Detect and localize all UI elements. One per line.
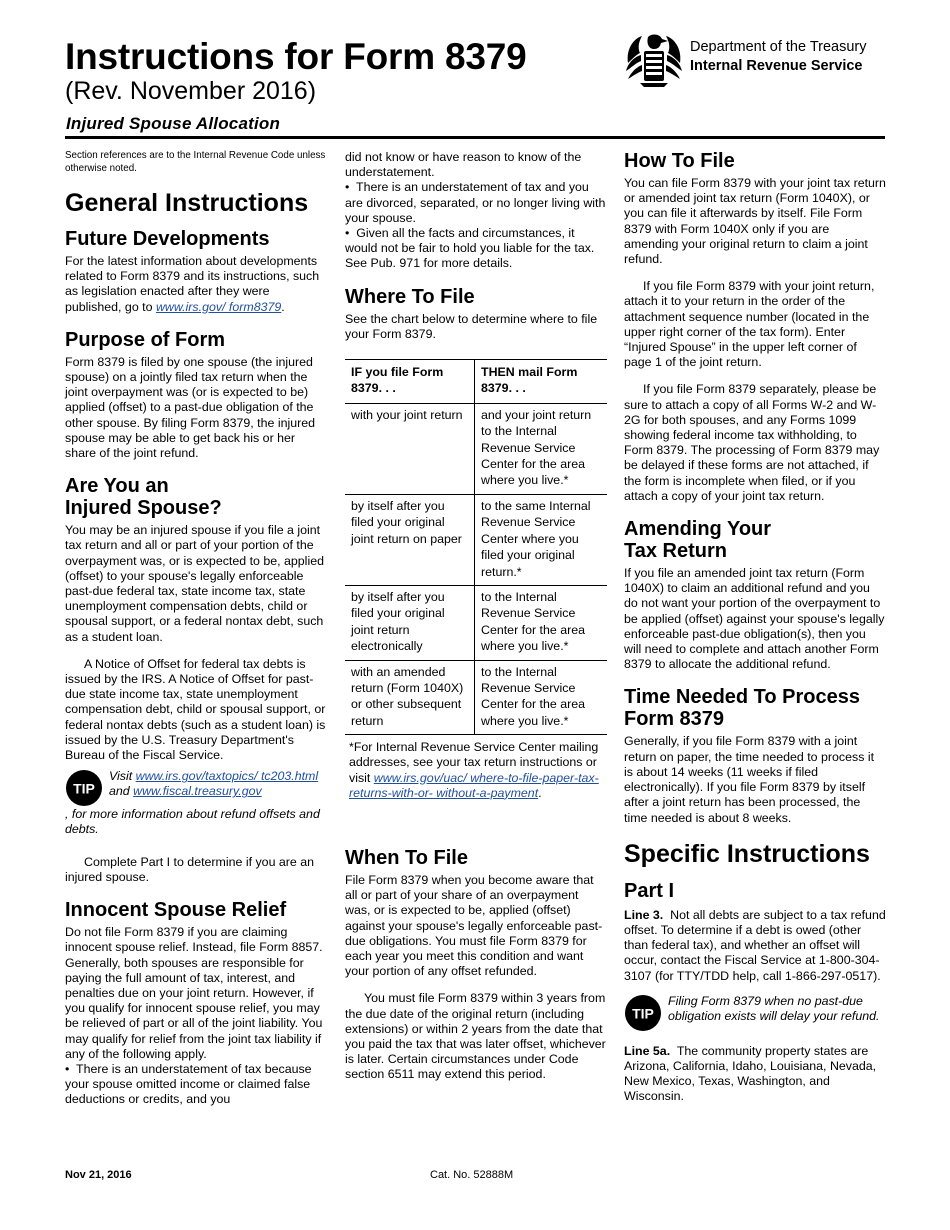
agency-name: Internal Revenue Service [690,58,863,74]
table-header-row [345,360,607,404]
form8379-link[interactable]: www.irs.gov/ form8379 [155,299,282,314]
footnote-text: *For Internal Revenue Service Center mailing addresses, see your tax return instructions or visit [349,740,599,785]
line-3-text: Not all debts are subject to a tax refund offset. To determine if a debt is owed (other than federal tax), and whether an offset will occur, contact the Fiscal Service at 1-800-304-3107 (for TTY/TDD help, call 1-866-297-0517). [624,907,886,983]
revision-date: (Rev. November 2016) [65,77,317,105]
heading-how-to-file: How To File [624,150,735,172]
line-3-label: Line 3. [624,907,664,922]
bullet-3-text: Given all the facts and circumstances, it would not be fair to hold you liable for the tax. See Pub. 971 for more details. [345,226,595,271]
bullet-2-text: There is an understatement of tax and you are divorced, separated, or no longer living with your spouse. [345,180,606,225]
line-5a-text: The community property states are Arizona, California, Idaho, Louisiana, Nevada, New Mexico, Texas, Washington, and Wisconsin. [624,1043,877,1104]
heading-specific-instructions: Specific Instructions [624,839,870,868]
tip-block-1 [65,769,327,807]
table-cell-if: by itself after you filed your original joint return on paper [345,494,475,585]
table-cell-if: with an amended return (Form 1040X) or other subsequent return [345,660,475,735]
heading-amending-2: Tax Return [624,540,727,563]
bullet-1-text: There is an understatement of tax because your spouse omitted income or claimed false deductions or credits, and you [65,1061,312,1107]
attach-text: If you file Form 8379 with your joint return, attach it to your return in the order of the attachment sequence number (located in the upper right corner of the tax form). Enter “Injured Spouse” in the upper left corner of page 1 of the joint return. [624,279,875,370]
where-to-file-text: See the chart below to determine where to file your Form 8379. [345,311,598,341]
injured-spouse-text: You may be an injured spouse if you file a joint tax return and all or part of your portion of the overpayment was, or is expected to be, applied (offset) to your spouse's legally enforceable past-due federal tax, state income tax, state unemployment compensation debts, child or spousal support, or a federal nontax debt, such as a student loan. [65,523,324,644]
heading-part-1: Part I [624,879,675,902]
heading-injured-spouse-1: Are You an [65,475,169,498]
table-footnote: *For Internal Revenue Service Center mailing addresses, see your tax return instructions or visit www.irs.gov/uac/ where-to-file-paper-tax-returns-with-or- without-a-payment. [349,740,599,800]
tip-visit: Visit [109,769,133,784]
separately-text: If you file Form 8379 separately, please be sure to attach a copy of all Forms W-2 and W-2G for both spouses, and any Forms 1099 showing federal income tax withholding, to Form 8379. The processing of Form 8379 may be delayed if these forms are not attached, if the form is incomplete when filed, or if you attach a copy of your joint tax return. [624,382,880,503]
heading-purpose-of-form: Purpose of Form [65,328,226,351]
table-row [345,403,607,494]
future-developments-text: For the latest information about developments related to Form 8379 and its instructions, such as legislation enacted after they were published, go to www.irs.gov/ form8379. [65,254,320,314]
heading-general-instructions: General Instructions [65,189,309,217]
table-cell-if: with your joint return [345,403,475,494]
future-text: For the latest information about developments related to Form 8379 and its instructions, such as legislation enacted after they were published, go to [65,254,320,314]
bullet-2: • There is an understatement of tax and you are divorced, separated, or no longer living with your spouse. [345,180,606,225]
within-years-text: You must file Form 8379 within 3 years from the due date of the original return (including extensions) or within 2 years from the date that you paid the tax that was later offset, whichever is later. Certain circumstances under Code section 6511 may extend this period. [345,991,606,1082]
tip-text-1-rest: , for more information about refund offsets and debts. [65,807,320,837]
fiscal-treasury-link[interactable]: www.fiscal.treasury.gov [133,784,262,799]
line-3 [624,908,886,984]
agency-block [690,38,867,76]
tc203-link[interactable]: www.irs.gov/taxtopics/ tc203.html [135,769,319,784]
when-to-file-text: File Form 8379 when you become aware that all or part of your share of an overpayment was, or is expected to be, applied (offset) against your spouse's legally enforceable past-due obligations. You must file Form 8379 for each year you meet this condition and want your portion of any offset refunded. [345,872,603,979]
tip-text-1 [109,769,327,807]
table-cell-then: to the Internal Revenue Service Center for the area where you live.* [475,660,608,735]
amending-text: If you file an amended joint tax return (Form 1040X) to claim an additional refund and you do not want your portion of the overpayment to be applied (offset) against your spouse's legally enforceable past-due obligation(s), then you will need to complete and attach another Form 8379 to allocate the additional refund. [624,566,885,672]
heading-injured-spouse-2: Injured Spouse? [65,497,222,520]
tip-text-2: Filing Form 8379 when no past-due obligation exists will delay your refund. [668,993,880,1023]
table-header-if: IF you file Form 8379. . . [345,360,475,404]
line-5a-label: Line 5a. [624,1043,671,1058]
tip-icon [624,994,662,1032]
column-1 [65,150,327,1108]
line-5a [624,1044,886,1105]
complete-part-text: Complete Part I to determine if you are an injured spouse. [65,854,315,884]
continued-text: did not know or have reason to know of the understatement. [345,150,582,180]
table-row [345,660,607,735]
heading-where-to-file: Where To File [345,285,475,308]
table-header-then: THEN mail Form 8379. . . [475,360,608,404]
where-to-file-table [345,359,607,735]
table-cell-then: to the Internal Revenue Service Center for the area where you live.* [475,585,608,660]
svg-text:TIP: TIP [632,1005,654,1022]
heading-time-needed-2: Form 8379 [624,708,725,731]
notice-of-offset-text: A Notice of Offset for federal tax debts is issued by the IRS. A Notice of Offset for past-due state income tax, state unemployment compensation debt, child or spousal support, or federal nontax debts (such as a student loan) is issued by the U.S. Treasury Department's Bureau of the Fiscal Service. [65,656,326,763]
table-cell-then: to the same Internal Revenue Service Center where you filed your original return.* [475,494,608,585]
tip-icon [65,769,103,807]
heading-time-needed-1: Time Needed To Process [624,686,861,709]
bullet-3: • Given all the facts and circumstances, it would not be fair to hold you liable for the tax. See Pub. 971 for more details. [345,226,595,271]
heading-innocent-spouse: Innocent Spouse Relief [65,899,287,922]
purpose-text: Form 8379 is filed by one spouse (the injured spouse) on a jointly filed tax return when the joint overpayment was (or is expected to be) applied (offset) to a past-due obligation of the other spouse. By filing Form 8379, the injured spouse may be able to get back his or her share of the joint refund. [65,354,316,461]
section-references: Section references are to the Internal Revenue Code unless otherwise noted. [65,150,326,174]
bullet-1: • There is an understatement of tax because your spouse omitted income or claimed false deductions or credits, and you [65,1061,312,1107]
page-title: Instructions for Form 8379 [65,36,527,77]
irs-eagle-logo [624,33,684,87]
where-to-file-link[interactable]: www.irs.gov/uac/ where-to-file-paper-tax-returns-with-or- without-a-payment [349,770,599,800]
table-row [345,585,607,660]
heading-amending-1: Amending Your [624,518,772,541]
table-cell-then: and your joint return to the Internal Revenue Service Center for the area where you live.* [475,403,608,494]
header-rule [65,136,885,139]
innocent-spouse-text: Do not file Form 8379 if you are claiming innocent spouse relief. Instead, file Form 8857. Generally, both spouses are responsible for paying the full amount of tax, interest, and penalties due on your joint return. However, if you qualify for innocent spouse relief, you may be relieved of part or all of the joint liability. You may qualify for relief from the joint tax liability if any of the following apply. [65,925,323,1061]
heading-future-developments: Future Developments [65,228,270,250]
tip-block-2 [624,994,886,1032]
column-3 [624,150,886,1105]
column-2 [345,150,607,1083]
tip-and: and [109,784,130,799]
department-name: Department of the Treasury [690,39,867,55]
catalog-number: Cat. No. 52888M [430,1169,514,1181]
heading-when-to-file: When To File [345,846,468,869]
how-to-file-text: You can file Form 8379 with your joint tax return or amended joint tax return (Form 1040X), or you can file it afterwards by itself. File Form 8379 with Form 1040X only if you are amending your original return to claim a joint refund. [624,176,886,267]
time-needed-text: Generally, if you file Form 8379 with a joint return on paper, the time needed to process it is about 14 weeks (11 weeks if filed electronically). If you file Form 8379 by itself after a joint return has been processed, the time needed is about 8 weeks. [624,734,875,825]
table-row [345,494,607,585]
page-subtitle: Injured Spouse Allocation [66,114,281,133]
svg-text:TIP: TIP [73,780,95,797]
footer-date: Nov 21, 2016 [65,1169,132,1181]
table-cell-if: by itself after you filed your original joint return electronically [345,585,475,660]
